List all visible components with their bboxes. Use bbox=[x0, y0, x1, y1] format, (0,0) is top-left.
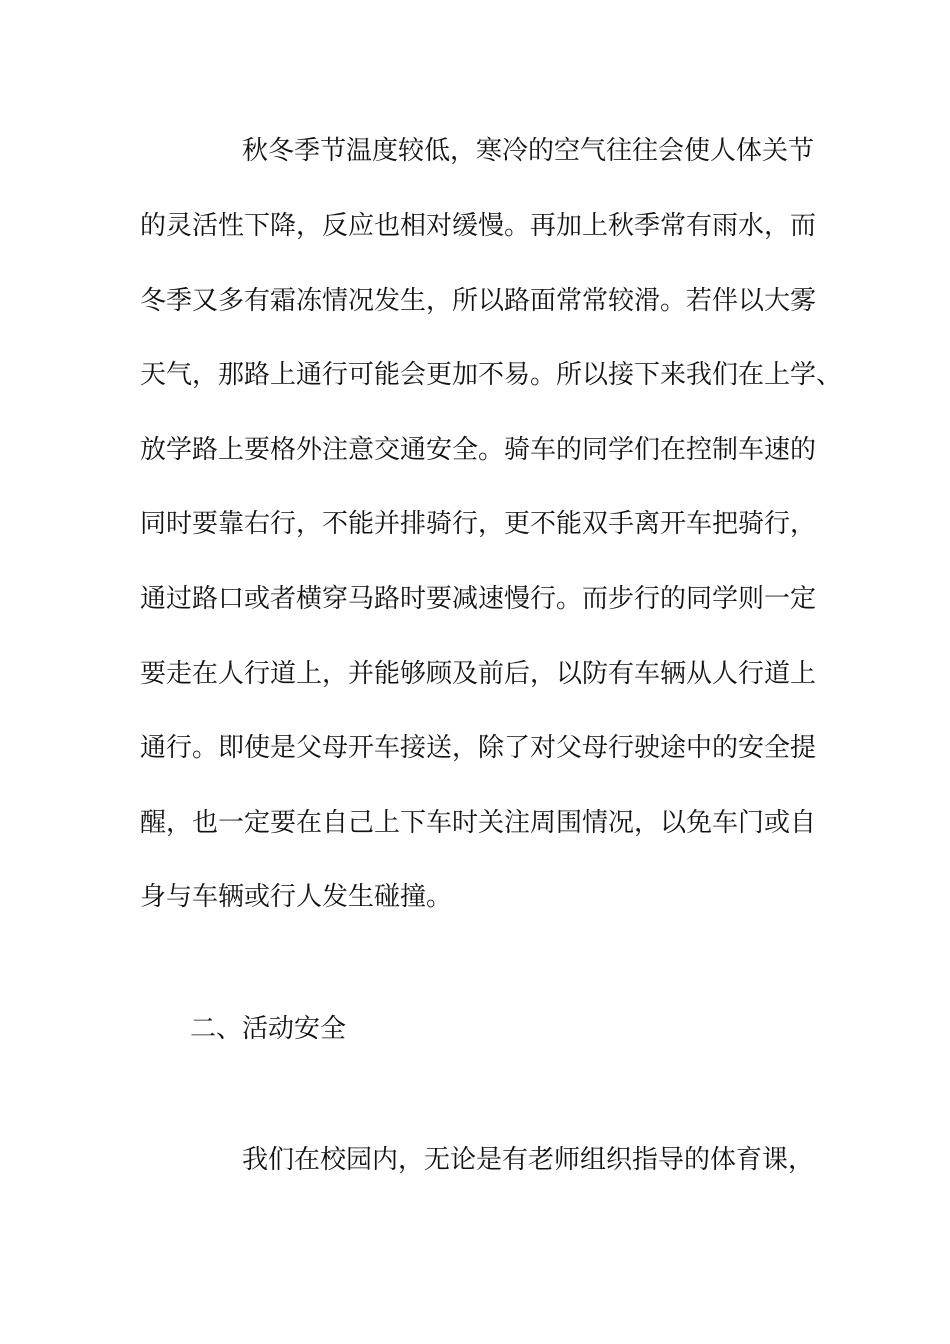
paragraph-1-line-9: 通行。即使是父母开车接送，除了对父母行驶途中的安全提 bbox=[140, 733, 817, 763]
paragraph-1-line-5: 放学路上要格外注意交通安全。骑车的同学们在控制车速的 bbox=[140, 435, 817, 465]
paragraph-1-line-1: 秋冬季节温度较低，寒冷的空气往往会使人体关节 bbox=[242, 136, 815, 166]
paragraph-2-line-1: 我们在校园内，无论是有老师组织指导的体育课， bbox=[242, 1145, 815, 1175]
paragraph-1-line-10: 醒，也一定要在自己上下车时关注周围情况，以免车门或自 bbox=[140, 808, 817, 838]
section-heading: 二、活动安全 bbox=[190, 1014, 347, 1044]
paragraph-1-line-11: 身与车辆或行人发生碰撞。 bbox=[140, 882, 453, 912]
paragraph-1-line-3: 冬季又多有霜冻情况发生，所以路面常常较滑。若伴以大雾 bbox=[140, 286, 817, 316]
paragraph-1-line-8: 要走在人行道上，并能够顾及前后，以防有车辆从人行道上 bbox=[140, 659, 817, 689]
paragraph-1-line-6: 同时要靠右行，不能并排骑行，更不能双手离开车把骑行， bbox=[140, 509, 817, 539]
paragraph-1-line-4: 天气，那路上通行可能会更加不易。所以接下来我们在上学、 bbox=[140, 360, 843, 390]
paragraph-1-line-7: 通过路口或者横穿马路时要减速慢行。而步行的同学则一定 bbox=[140, 584, 817, 614]
paragraph-1-line-2: 的灵活性下降，反应也相对缓慢。再加上秋季常有雨水，而 bbox=[140, 211, 817, 241]
